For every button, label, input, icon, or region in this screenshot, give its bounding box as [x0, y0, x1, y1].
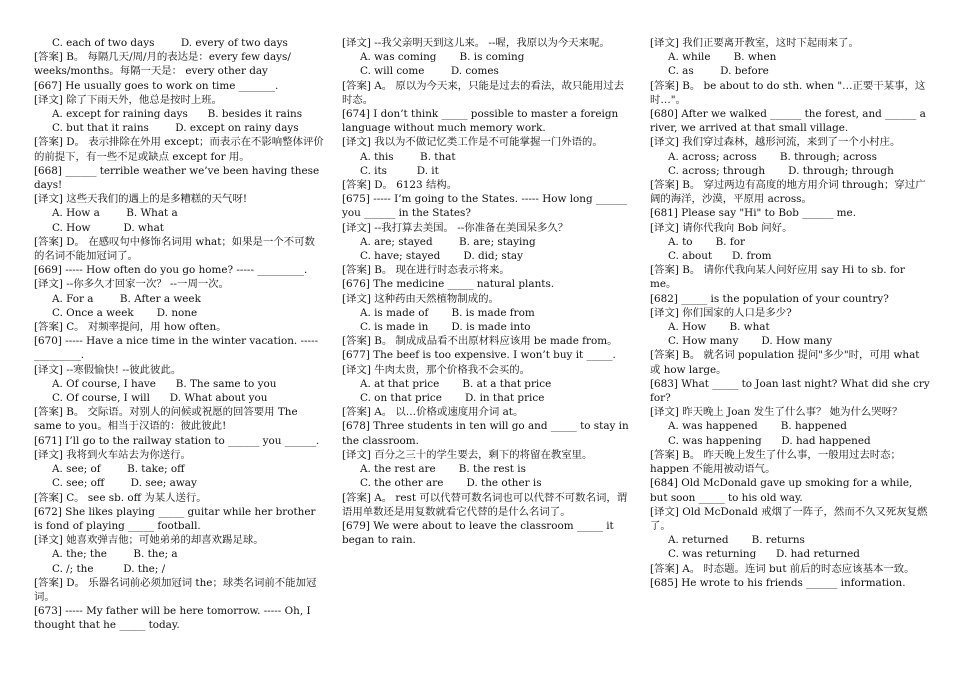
text-line: [答案] A。 时态题。连词 but 前后的时态应该基本一致。: [650, 562, 915, 575]
text-line: [答案] D。 乐器名词前必须加冠词 the；球类名词前不能加冠词。: [34, 576, 317, 603]
answer-option-line: A. at that price B. at a that price: [360, 377, 552, 390]
text-line: [672] She likes playing _____ guitar while her brother is fond of playing _____ football.: [34, 505, 316, 532]
answer-option-line: C. How many D. How many: [668, 335, 833, 348]
answer-option-line: A. was coming B. is coming: [360, 51, 525, 64]
answer-option-line: C. /; the D. the; /: [52, 562, 166, 575]
text-line: [译文] 我们穿过森林，越形河流，来到了一个小村庄。: [650, 136, 901, 149]
text-line: [673] ----- My father will be here tomorrow. ----- Oh, I thought that he _____ today.: [34, 605, 311, 632]
text-line: [682] _____ is the population of your country?: [650, 292, 889, 305]
text-line: [译文] 她喜欢弹吉他；可她弟弟的却喜欢踢足球。: [34, 534, 264, 547]
text-line: [译文] 我将到火车站去为你送行。: [34, 448, 191, 461]
text-line: [译文] 这些天我们的遇上的是多糟糕的天气呀!: [34, 193, 248, 206]
text-line: [译文] 请你代我向 Bob 问好。: [650, 221, 793, 234]
answer-option-line: A. How B. what: [668, 321, 770, 334]
answer-option-line: A. while B. when: [668, 51, 777, 64]
text-line: [答案] A。 原以为今天来，只能是过去的看法，故只能用过去时态。: [342, 79, 624, 106]
text-line: [译文] 这种药由天然植物制成的。: [342, 292, 499, 305]
text-line: [译文] 你们国家的人口是多少?: [650, 306, 792, 319]
answer-option-line: C. see; off D. see; away: [52, 477, 197, 490]
text-line: [译文] 我以为不做记忆类工作是不可能掌握一门外语的。: [342, 136, 603, 149]
answer-option-line: C. was happening D. had happened: [668, 434, 871, 447]
answer-option-line: C. about D. from: [668, 250, 772, 263]
text-line: [678] Three students in ten will go and _____ to stay in the classroom.: [342, 420, 629, 447]
answer-option-line: C. have; stayed D. did; stay: [360, 250, 523, 263]
text-line: [671] I’ll go to the railway station to ______ you ______.: [34, 434, 320, 447]
answer-option-line: C. as D. before: [668, 65, 769, 78]
answer-option-line: C. Once a week D. none: [52, 306, 198, 319]
text-line: [答案] B。 现在进行时态表示将来。: [342, 264, 510, 277]
text-line: [答案] B。 be about to do sth. when "…正要干某事，这时…"。: [650, 79, 926, 106]
text-line: [译文] --寒假愉快! --彼此彼此。: [34, 363, 182, 376]
text-line: [答案] D。 在感叹句中修饰名词用 what；如果是一个不可数的名词不能加冠词了。: [34, 235, 315, 263]
text-line: [答案] C。 对频率提问，用 how often。: [34, 321, 227, 334]
text-line: [668] ______ terrible weather we’ve been having these days!: [34, 164, 320, 192]
text-line: [答案] B。 穿过两边有高度的地方用介词 through；穿过广阔的海洋，沙漠，平原用 across。: [650, 179, 926, 206]
text-line: [670] ----- Have a nice time in the winter vacation. ----- _________.: [34, 335, 319, 362]
text-line: [669] ----- How often do you go home? ----- _________.: [34, 264, 308, 277]
answer-option-line: A. is made of B. is made from: [360, 306, 535, 319]
answer-option-line: C. but that it rains D. except on rainy days: [52, 122, 299, 135]
text-line: [译文] --我打算去美国。 --你准备在美国呆多久？: [342, 221, 569, 234]
text-line: [676] The medicine _____ natural plants.: [342, 278, 555, 291]
answer-option-line: C. is made in D. is made into: [360, 321, 531, 334]
answer-option-line: A. across; across B. through; across: [668, 150, 877, 163]
answer-option-line: A. except for raining days B. besides it rains: [52, 108, 303, 121]
text-line: [答案] B。 就名词 population 提问"多少"时，可用 what 或 how large。: [650, 349, 920, 376]
text-line: [答案] D。 6123 结构。: [342, 179, 458, 192]
answer-option-line: C. across; through D. through; through: [668, 164, 894, 177]
column-right: [650, 36, 932, 590]
text-line: [679] We were about to leave the classroom _____ it began to rain.: [342, 519, 614, 547]
text-line: [译文] 我们正要离开教室，这时下起雨来了。: [650, 37, 859, 49]
answer-option-line: A. How a B. What a: [52, 207, 178, 220]
text-line: [答案] B。 每隔几天/周/月的表达是：every few days/ weeks/months。每隔一天是： every other day: [34, 51, 291, 78]
answer-option-line: A. are; stayed B. are; staying: [360, 235, 536, 248]
text-line: [译文] 牛肉太贵，那个价格我不会买的。: [342, 363, 531, 376]
text-line: [答案] C。 see sb. off 为某人送行。: [34, 491, 207, 504]
answer-option-line: C. will come D. comes: [360, 65, 499, 78]
answer-option-line: A. For a B. After a week: [52, 292, 201, 305]
text-line: [677] The beef is too expensive. I won’t buy it _____.: [342, 349, 616, 362]
text-line: [译文] 百分之三十的学生要去，剩下的将留在教室里。: [342, 448, 593, 461]
answer-option-line: C. was returning D. had returned: [668, 548, 860, 561]
answer-option-line: A. was happened B. happened: [668, 420, 847, 433]
answer-option-line: A. returned B. returns: [668, 534, 805, 547]
answer-option-line: C. its D. it: [360, 164, 439, 177]
text-line: [674] I don’t think _____ possible to master a foreign language without much memory work.: [342, 108, 619, 135]
text-line: [译文] --我父亲明天到这儿来。 --喔，我原以为今天来呢。: [342, 37, 610, 49]
answer-option-line: A. the rest are B. the rest is: [360, 463, 526, 476]
answer-option-line: C. the other are D. the other is: [360, 477, 542, 490]
text-line: [答案] B。 制成成品看不出原材料应该用 be made from。: [342, 335, 618, 348]
text-line: [译文] Old McDonald 戒烟了一阵子，然而不久又死灰复燃了。: [650, 505, 928, 532]
text-line: [答案] B。 请你代我向某人问好应用 say Hi to sb. for me。: [650, 264, 905, 291]
answer-option-line: C. each of two days D. every of two days: [52, 37, 288, 49]
answer-option-line: C. Of course, I will D. What about you: [52, 392, 268, 405]
answer-option-line: A. the; the B. the; a: [52, 548, 178, 561]
text-line: [答案] B。 昨天晚上发生了什么事，一般用过去时态；happen 不能用被动语气。: [650, 448, 901, 476]
text-line: [译文] 除了下雨天外，他总是按时上班。: [34, 93, 223, 106]
text-line: [684] Old McDonald gave up smoking for a while, but soon _____ to his old way.: [650, 477, 913, 504]
text-line: [答案] A。 rest 可以代替可数名词也可以代替不可数名词，谓语用单数还是用复数就看它代替的是什么名词了。: [342, 491, 628, 518]
text-line: [685] He wrote to his friends ______ information.: [650, 576, 906, 589]
text-line: [681] Please say "Hi" to Bob ______ me.: [650, 207, 856, 220]
text-line: [答案] D。 表示排除在外用 except；而表示在不影响整体评价的前提下，有一些不足或缺点 except for 用。: [34, 136, 324, 163]
answer-option-line: A. to B. for: [668, 235, 745, 248]
answer-option-line: A. see; of B. take; off: [52, 463, 185, 476]
text-line: [译文] --你多久才回家一次？ --一周一次。: [34, 278, 230, 291]
answer-option-line: A. this B. that: [360, 150, 456, 163]
text-line: [译文] 昨天晚上 Joan 发生了什么事？ 她为什么哭呀？: [650, 406, 903, 419]
text-line: [680] After we walked ______ the forest, and ______ a river, we arrived at that small village.: [650, 108, 926, 135]
text-line: [667] He usually goes to work on time _______.: [34, 79, 279, 92]
text-line: [683] What _____ to Joan last night? What did she cry for?: [650, 377, 930, 405]
answer-option-line: C. on that price D. in that price: [360, 392, 545, 405]
text-line: [答案] B。 交际语。对别人的问候或祝愿的回答要用 The same to you。相当于汉语的：彼此彼此!: [34, 406, 298, 433]
column-middle: [342, 36, 632, 547]
answer-option-line: A. Of course, I have B. The same to you: [52, 377, 277, 390]
column-left: [34, 36, 324, 633]
text-line: [答案] A。 以…价格或速度用介词 at。: [342, 406, 524, 419]
text-line: [675] ----- I’m going to the States. ----- How long ______ you ______ in the States?: [342, 193, 628, 220]
answer-option-line: C. How D. what: [52, 221, 164, 234]
